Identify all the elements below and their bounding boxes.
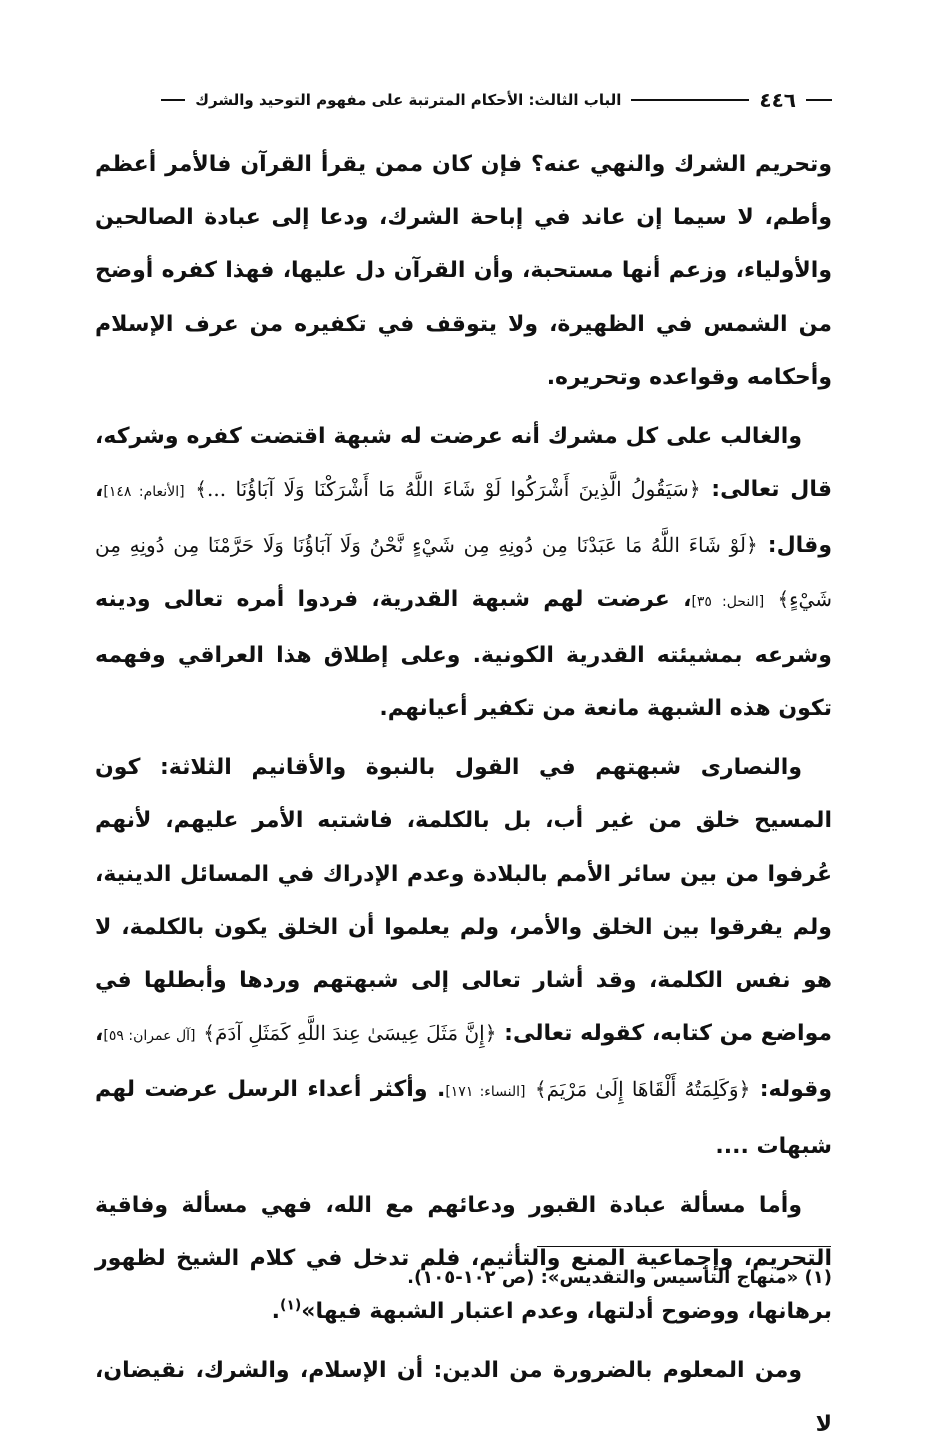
verse-reference: [النساء: ١٧١]: [445, 1084, 526, 1101]
footnote-divider: [537, 1246, 831, 1247]
body-text: [95, 138, 832, 1451]
verse-reference: [آل عمران: ٥٩]: [103, 1028, 196, 1045]
page-number: ٤٤٦: [759, 88, 796, 112]
verse-reference: [الأنعام: ١٤٨]: [103, 484, 185, 501]
quran-verse: ﴿إِنَّ مَثَلَ عِيسَىٰ عِندَ اللَّهِ كَمَثَلِ آدَمَ﴾: [203, 1021, 497, 1046]
running-header: [85, 82, 832, 118]
footnote: (١) «منهاج التأسيس والتقديس»: (ص ١٠٢-١٠٥).: [407, 1267, 832, 1288]
paragraph-text: والغالب على كل مشرك أنه عرضت له شبهة اقتضت كفره وشركه، قال تعالى:: [95, 424, 832, 503]
footnote-marker: (١): [279, 1297, 302, 1314]
paragraph-text: ، وقوله:: [95, 1021, 832, 1103]
paragraph: [95, 741, 832, 1173]
paragraph-text: وأما مسألة عبادة القبور ودعائهم مع الله، فهي مسألة وفاقية التحريم، وإجماعية المنع والتأثيم، فلم تدخل في كلام الشيخ لظهور برهانها، ووضوح أدلتها، وعدم اعتبار الشبهة فيها»: [95, 1192, 832, 1325]
paragraph-text: . وأكثر أعداء الرسل عرضت لهم شبهات ....: [95, 1077, 832, 1159]
header-dash-end: [161, 99, 185, 101]
quran-verse: ﴿وَكَلِمَتُهُ أَلْقَاهَا إِلَىٰ مَرْيَمَ﴾: [534, 1077, 751, 1102]
paragraph-text: والنصارى شبهتهم في القول بالنبوة والأقانيم الثلاثة: كون المسيح خلق من غير أب، بل بالكلمة، فاشتبه الأمر عليهم، لأنهم عُرفوا من بين سائر الأمم بالبلادة وعدم الإدراك في المسائل الدينية، ولم يفرقوا بين الخلق والأمر، ولم يعلموا أن الخلق يكون بالكلمة، لا هو نفس الكلمة، وقد أشار تعالى إلى شبهتهم وردها وأبطلها في مواضع من كتابه، كقوله تعالى:: [95, 755, 832, 1047]
header-dash: [806, 99, 832, 101]
header-rule: [631, 99, 749, 101]
paragraph-text: ، وقال:: [95, 477, 832, 559]
paragraph-text: ، عرضت لهم شبهة القدرية، فردوا أمره تعالى ودينه وشرعه بمشيئته القدرية الكونية. وعلى إطلاق هذا العراقي وفهمه تكون هذه الشبهة مانعة من تكفير أعيانهم.: [95, 586, 832, 722]
quran-verse: ﴿سَيَقُولُ الَّذِينَ أَشْرَكُوا لَوْ شَاءَ اللَّهُ مَا أَشْرَكْنَا وَلَا آبَاؤُنَا ...﴾: [195, 477, 701, 502]
verse-reference: [النحل: ٣٥]: [691, 593, 765, 610]
paragraph: [95, 1179, 832, 1339]
paragraph: وتحريم الشرك والنهي عنه؟ فإن كان ممن يقرأ القرآن فالأمر أعظم وأطم، لا سيما إن عاند في إباحة الشرك، ودعا إلى عبادة الصالحين والأولياء، وزعم أنها مستحبة، وأن القرآن دل عليها، فهذا كفره أوضح من الشمس في الظهيرة، ولا يتوقف في تكفيره من عرف الإسلام وأحكامه وقواعده وتحريره.: [95, 152, 832, 390]
paragraph: [95, 410, 832, 735]
paragraph-end: .: [271, 1299, 280, 1325]
paragraph: ومن المعلوم بالضرورة من الدين: أن الإسلام، والشرك، نقيضان، لا: [95, 1358, 832, 1437]
chapter-title: الباب الثالث: الأحكام المترتبة على مفهوم التوحيد والشرك: [195, 91, 622, 109]
quran-verse: ﴿لَوْ شَاءَ اللَّهُ مَا عَبَدْنَا مِن دُونِهِ مِن شَيْءٍ نَّحْنُ وَلَا آبَاؤُنَا وَلَا حَرَّمْنَا مِن دُونِهِ مِن شَيْءٍ﴾: [95, 533, 832, 611]
